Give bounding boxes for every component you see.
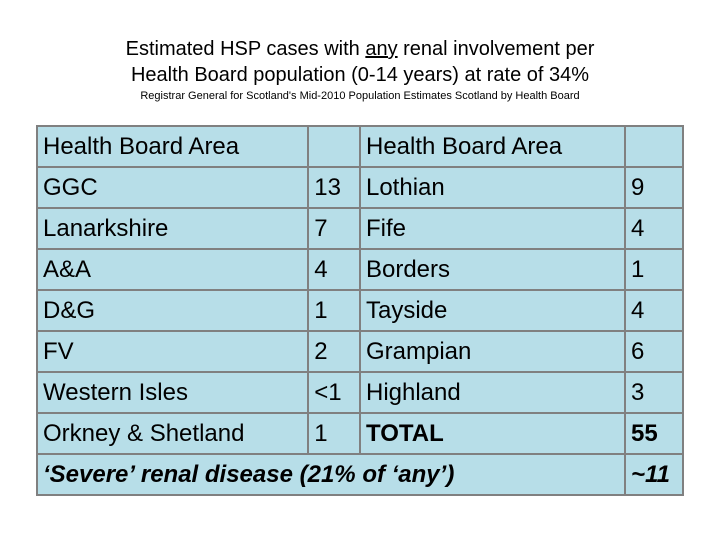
header-value-1 (308, 126, 360, 167)
total-value: 55 (625, 413, 683, 454)
area-name: Orkney & Shetland (37, 413, 308, 454)
area-value: 4 (625, 208, 683, 249)
table-header-row (37, 126, 683, 167)
area-name: Lanarkshire (37, 208, 308, 249)
area-value: 9 (625, 167, 683, 208)
area-name: A&A (37, 249, 308, 290)
area-value: 4 (308, 249, 360, 290)
area-value: 1 (308, 290, 360, 331)
area-value: 1 (625, 249, 683, 290)
area-name: Highland (360, 372, 625, 413)
area-value: 4 (625, 290, 683, 331)
area-value: 6 (625, 331, 683, 372)
slide-title (40, 36, 680, 88)
area-name: Borders (360, 249, 625, 290)
area-name: Fife (360, 208, 625, 249)
source-note: Registrar General for Scotland's Mid-2010 Population Estimates Scotland by Health Board (140, 90, 580, 102)
area-name: Lothian (360, 167, 625, 208)
area-value: 7 (308, 208, 360, 249)
title-text: renal involvement per (397, 38, 595, 60)
area-name: FV (37, 331, 308, 372)
area-name: D&G (37, 290, 308, 331)
header-area-1: Health Board Area (37, 126, 308, 167)
health-board-table (36, 125, 684, 496)
table-row (37, 208, 683, 249)
area-name: GGC (37, 167, 308, 208)
total-label: TOTAL (360, 413, 625, 454)
area-value: 2 (308, 331, 360, 372)
area-name: Western Isles (37, 372, 308, 413)
table-row (37, 290, 683, 331)
table-row (37, 249, 683, 290)
header-value-2 (625, 126, 683, 167)
title-text: Estimated HSP cases with (125, 38, 366, 60)
severe-disease-label: ‘Severe’ renal disease (21% of ‘any’) (37, 454, 625, 495)
title-line-1 (40, 36, 680, 62)
area-value: 3 (625, 372, 683, 413)
area-value: <1 (308, 372, 360, 413)
area-value: 13 (308, 167, 360, 208)
area-value: 1 (308, 413, 360, 454)
header-area-2: Health Board Area (360, 126, 625, 167)
title-line-2: Health Board population (0-14 years) at rate of 34% (130, 64, 590, 86)
severe-disease-value: ~11 (625, 454, 683, 495)
severe-disease-row (37, 454, 683, 495)
title-underlined-word: any (365, 38, 398, 60)
table-row (37, 413, 683, 454)
table-row (37, 167, 683, 208)
area-name: Tayside (360, 290, 625, 331)
area-name: Grampian (360, 331, 625, 372)
table-row (37, 331, 683, 372)
table-row (37, 372, 683, 413)
